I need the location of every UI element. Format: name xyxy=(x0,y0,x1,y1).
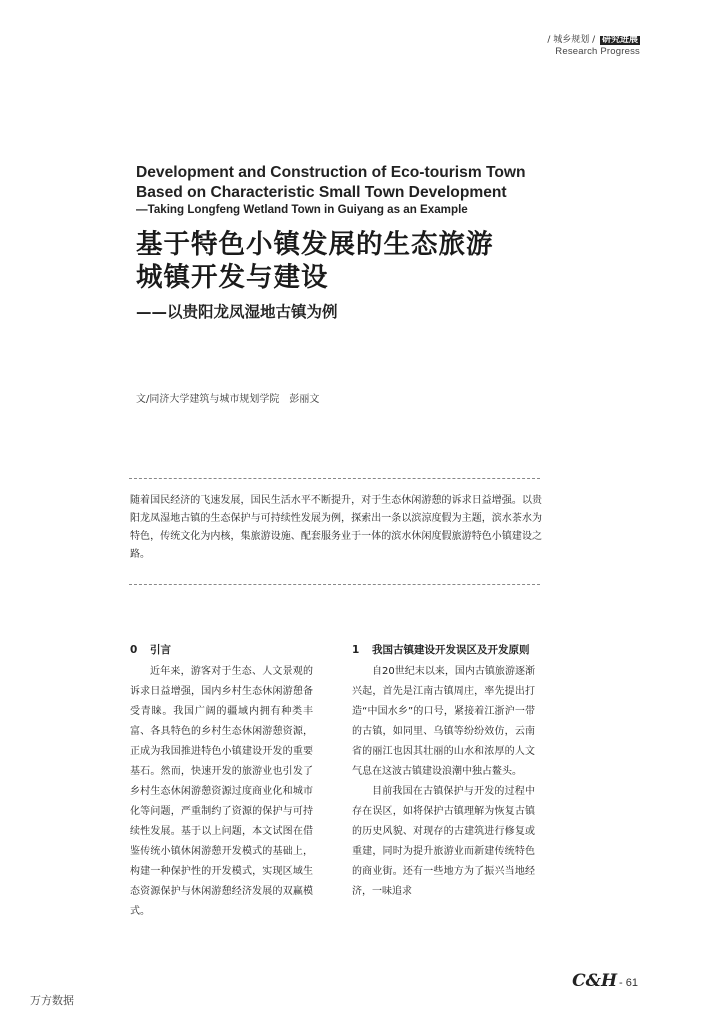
chinese-title xyxy=(136,228,494,294)
section-label-en: Research Progress xyxy=(555,46,640,57)
section-heading xyxy=(130,640,313,660)
body-paragraph: 自20世纪末以来，国内古镇旅游逐渐兴起，首先是江南古镇周庄，率先提出打造“中国水乡”的口号，紧接着江浙沪一带的古镇，如同里、乌镇等纷纷效仿，云南省的丽江也因其壮丽的山水和浓厚的人文气息在这波古镇建设浪潮中独占鳌头。 xyxy=(352,666,535,777)
journal-logo: C&H xyxy=(572,971,618,991)
section-label: / 城乡规划 / xyxy=(547,35,596,45)
running-header xyxy=(547,36,640,45)
english-subtitle: —Taking Longfeng Wetland Town in Guiyang as an Example xyxy=(136,203,468,216)
author-line: 文/同济大学建筑与城市规划学院 彭丽文 xyxy=(136,394,320,405)
abstract: 随着国民经济的飞速发展，国民生活水平不断提升，对于生态休闲游憩的诉求日益增强。以贵阳龙凤湿地古镇的生态保护与可持续性发展为例，探索出一条以滨涼度假为主题，滨水茶水为特色，传统文化为内核，集旅游设施、配套服务业于一体的滨水休闲度假旅游特色小镇建设之路。 xyxy=(130,495,542,560)
page-number: - 61 xyxy=(619,977,638,989)
body-paragraph: 目前我国在古镇保护与开发的过程中存在误区，如将保护古镇理解为恢复古镇的历史风貌、对现存的古建筑进行修复或重建，同时为提升旅游业而新建传统特色的商业街。还有一些地方为了振兴当地经济，一味追求 xyxy=(352,786,535,897)
watermark: 万方数据 xyxy=(30,994,74,1007)
column-right xyxy=(352,640,535,902)
body-paragraph: 近年来，游客对于生态、人文景观的诉求日益增强，国内乡村生态休闲游憩备受青睐。我国广阔的疆域内拥有种类丰富、各具特色的乡村生态休闲游憩资源，正成为我国推进特色小镇建设开发的重要基石。然而，快速开发的旅游业也引发了乡村生态休闲游憩资源过度商业化和城市化等问题，严重制约了资源的保护与可持续性发展。基于以上问题，本文试图在借鉴传统小镇休闲游憩开发模式的基础上，构建一种保护性的开发模式，实现区域生态资源保护与休闲游憩经济发展的双赢模式。 xyxy=(130,666,313,917)
chinese-subtitle: ——以贵阳龙凤湿地古镇为例 xyxy=(136,303,338,321)
page-folio xyxy=(572,973,638,990)
section-number: 1 xyxy=(352,644,360,656)
section-badge: 研究进展 xyxy=(601,35,638,45)
abstract-bottom-divider xyxy=(129,584,540,585)
chinese-title-line-1: 基于特色小镇发展的生态旅游 xyxy=(136,229,494,260)
section-title: 引言 xyxy=(150,644,171,656)
abstract-top-divider xyxy=(129,478,540,479)
section-heading xyxy=(352,640,535,660)
section-title: 我国古镇建设开发误区及开发原则 xyxy=(372,644,530,656)
chinese-title-line-2: 城镇开发与建设 xyxy=(136,262,329,293)
section-number: 0 xyxy=(130,644,138,656)
english-title-line-1: Development and Construction of Eco-tourism Town xyxy=(136,164,526,181)
english-title-line-2: Based on Characteristic Small Town Development xyxy=(136,184,507,201)
english-title xyxy=(136,163,566,203)
column-left xyxy=(130,640,313,922)
